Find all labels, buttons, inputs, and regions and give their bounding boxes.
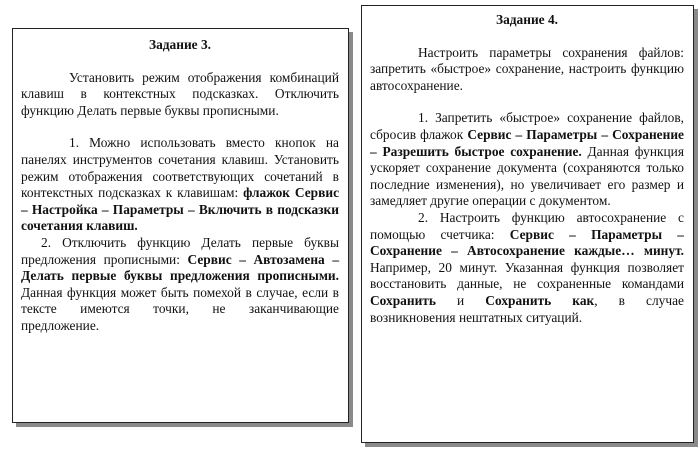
task4-step2-note: Например, 20 минут. Указанная функция позволяет восстановить данные, не сохраненные командами [370,259,684,292]
task4-intro: Настроить параметры сохранения файлов: запретить «быстрое» сохранение, настроить функцию автосохранение. [370,44,684,93]
task4-step1 [370,110,684,210]
task4-save-as-command: Сохранить как [485,292,595,308]
task4-card [361,5,694,443]
task4-step1-note: Данная функция ускоряет сохранение документа (сохраняются только последние изменения), но увеличивает его размер и замедляет другие операции с документом. [370,143,684,209]
task3-card [12,28,349,423]
task4-step2-text: 2. Настроить функцию автосохранение с помощью счетчика: [370,209,684,242]
task3-step2-text: 2. Отключить функцию Делать первые буквы предложения прописными: [21,234,339,267]
task4-step2-path: Сервис – Параметры – Сохранение – Автосохранение каждые… минут. [370,226,685,259]
task3-title: Задание 3. [149,37,211,52]
task3-step1-path: флажок Сервис – Настройка – Параметры – Включить в подсказки сочетания клавиш. [21,185,340,234]
task4-step1-path: Сервис – Параметры – Сохранение – Разрешить быстрое сохранение. [370,126,685,159]
task4-step2-end: , в случае возникновения нештатных ситуаций. [370,292,684,325]
task3-intro: Установить режим отображения комбинаций клавиш в контекстных подсказках. Отключить функцию Делать первые буквы прописными. [21,69,339,118]
task4-step2 [370,210,684,326]
task3-step2-note: Данная функция может быть помехой в случае, если в тексте имеются точки, не заканчивающие предложение. [21,284,339,333]
task4-step2-and: и [435,292,486,308]
task3-step2 [21,235,339,335]
task4-save-command: Сохранить [370,292,436,308]
task3-step1 [21,135,339,235]
task3-step1-text: 1. Можно использовать вместо кнопок на панелях инструментов сочетания клавиш. Установить режим отображения соответствующих сочетаний в контекстных подсказках к клавишам: [21,135,339,201]
task3-step2-path: Сервис – Автозамена – Делать первые буквы предложения прописными. [21,251,340,284]
task4-step1-text: 1. Запретить «быстрое» сохранение файлов, сбросив флажок [370,110,684,142]
task4-title: Задание 4. [496,12,558,27]
